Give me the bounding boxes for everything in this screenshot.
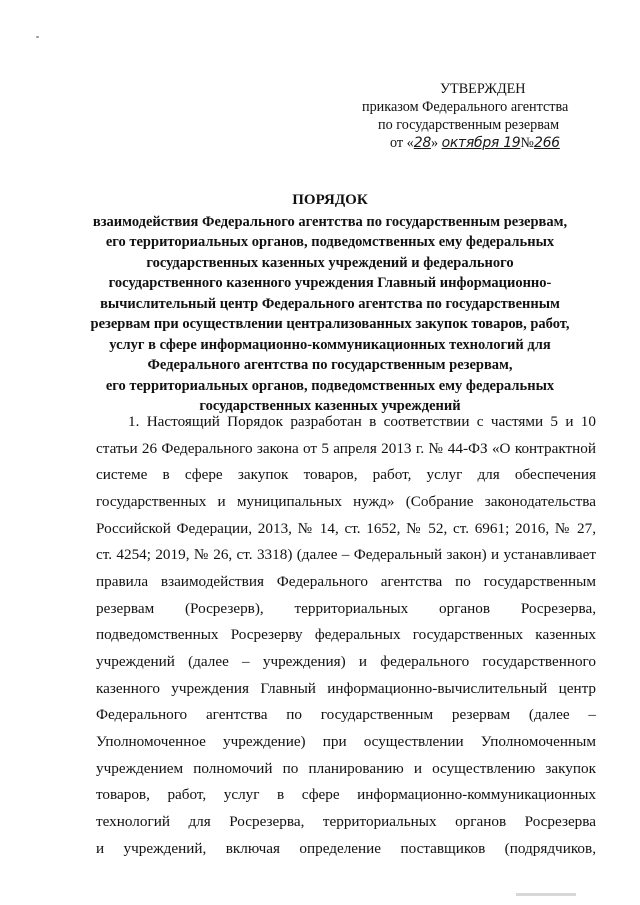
document-body <box>96 409 596 862</box>
approval-date-line <box>362 134 632 152</box>
heading-line: услуг в сфере информационно-коммуникационных технологий для <box>109 336 551 353</box>
approval-block <box>362 80 632 152</box>
number-sign: № <box>520 135 534 151</box>
body-text-line: ст. 4254; 2019, № 26, ст. 3318) (далее – Федеральный закон) и устанавливает <box>96 546 596 564</box>
body-text-line: подведомственных Росрезерву федеральных государственных казенных <box>96 626 596 644</box>
scan-speck <box>36 36 39 38</box>
heading-line: Федерального агентства по государственным резервам, <box>147 357 513 373</box>
body-text-line: правила взаимодействия Федерального агентства по государственным <box>96 572 596 590</box>
date-quote-close: » <box>430 135 439 151</box>
body-text-line: товаров, работ, услуг в сфере информационно-коммуникационных <box>96 786 596 804</box>
body-text-line: государственных и муниципальных нужд» (Собрание законодательства <box>96 492 596 510</box>
document-title: ПОРЯДОК <box>292 192 368 208</box>
body-text-line: и учреждений, включая определение поставщиков (подрядчиков, <box>96 839 596 857</box>
heading-line: его территориальных органов, подведомственных ему федеральных <box>105 377 555 394</box>
document-subtitle <box>70 212 590 417</box>
scan-edge-mark <box>516 893 576 896</box>
body-text-line: технологий для Росрезерва, территориальных органов Росрезерва <box>96 812 596 830</box>
body-text-line: учреждений (далее – учреждения) и федерального государственного <box>96 652 596 670</box>
body-text-line: Российской Федерации, 2013, № 14, ст. 1652, № 52, ст. 6961; 2016, № 27, <box>96 519 596 537</box>
heading-line: государственных казенных учреждений <box>199 398 461 414</box>
handwritten-day: 28 <box>413 135 431 151</box>
heading-line: государственного казенного учреждения Главный информационно- <box>108 275 552 291</box>
body-text-line: учреждением полномочий по планированию и осуществлению закупок <box>96 759 596 777</box>
heading-line: резервам при осуществлении централизованных закупок товаров, работ, <box>90 316 570 332</box>
approval-order-line: приказом Федерального агентства <box>362 99 569 115</box>
handwritten-month-year: октября 19 <box>441 135 521 151</box>
heading-line: государственных казенных учреждений и федерального <box>146 254 514 271</box>
heading-line: вычислительный центр Федерального агентства по государственным <box>100 295 560 312</box>
handwritten-number: 266 <box>533 135 560 151</box>
heading-line: взаимодействия Федерального агентства по государственным резервам, <box>92 213 568 230</box>
body-text-line: 1. Настоящий Порядок разработан в соответствии с частями 5 и 10 <box>128 413 596 430</box>
approval-title: УТВЕРЖДЕН <box>440 81 526 97</box>
body-text-line: Уполномоченное учреждение) при осуществлении Уполномоченным <box>96 732 596 750</box>
date-prefix: от « <box>390 135 414 151</box>
body-text-line: резервам (Росрезерв), территориальных органов Росрезерва, <box>96 599 596 617</box>
body-text-line: Федерального агентства по государственным резервам (далее – <box>96 706 596 724</box>
body-text-line: статьи 26 Федерального закона от 5 апреля 2013 г. № 44-ФЗ «О контрактной <box>96 439 596 457</box>
heading-line: его территориальных органов, подведомственных ему федеральных <box>105 234 555 250</box>
approval-agency-line: по государственным резервам <box>378 117 560 133</box>
body-text-line: казенного учреждения Главный информационно-вычислительный центр <box>96 679 596 697</box>
body-text-line: системе в сфере закупок товаров, работ, услуг для обеспечения <box>96 466 596 484</box>
document-heading <box>70 190 590 417</box>
